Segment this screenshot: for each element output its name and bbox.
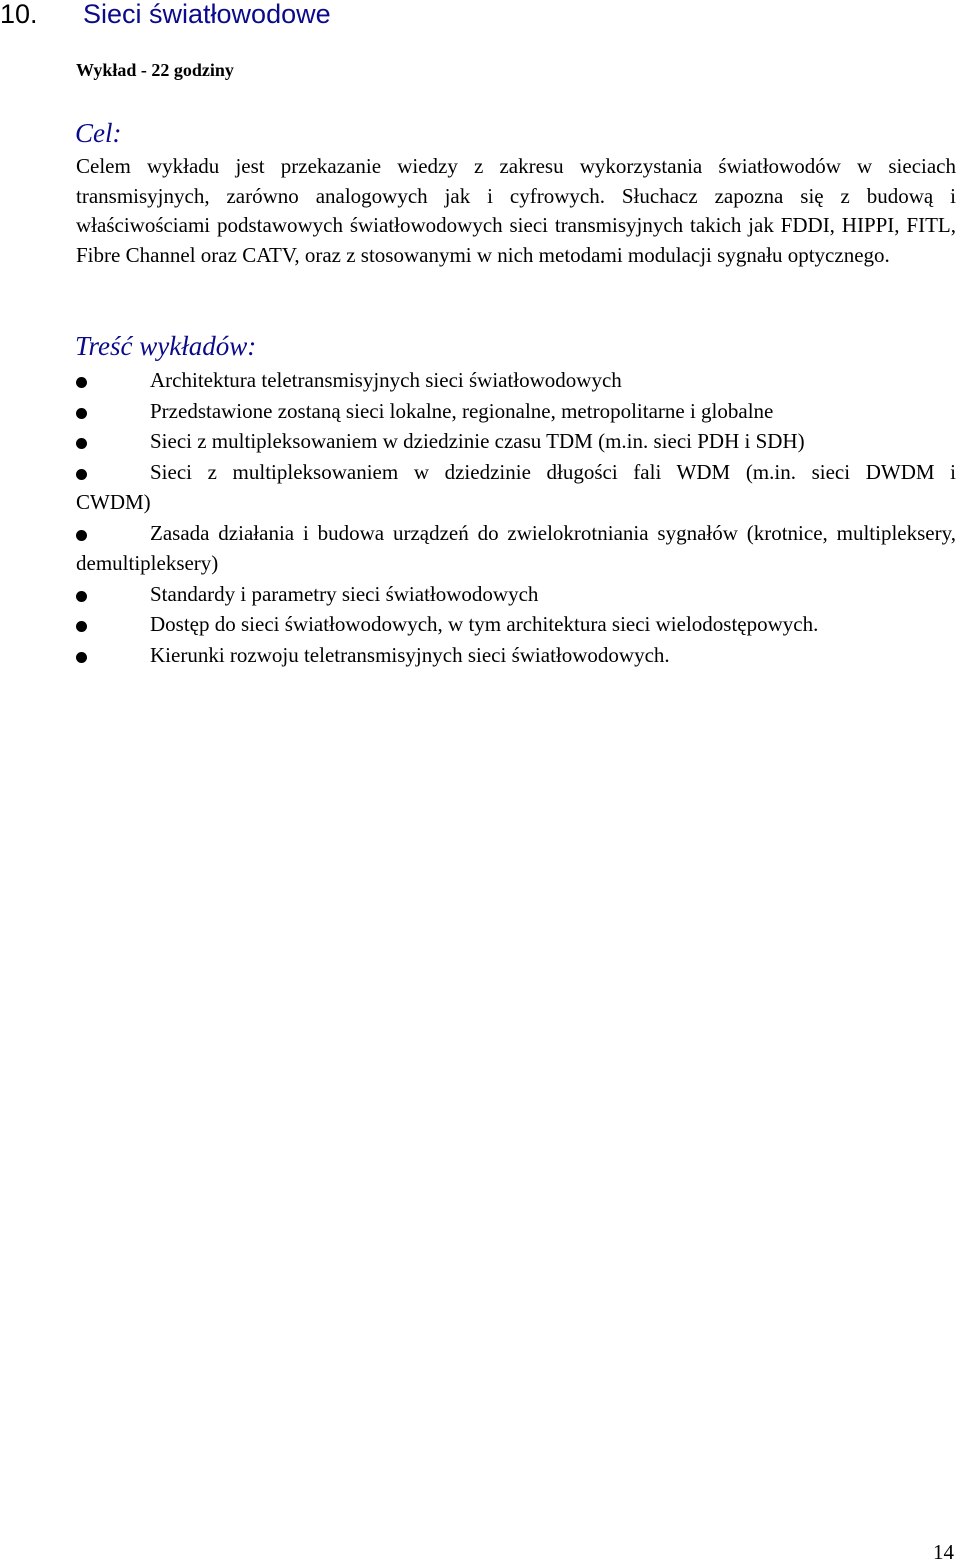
list-item (76, 609, 956, 640)
list-item (76, 518, 956, 579)
topic-list (76, 365, 956, 670)
content-heading: Treść wykładów: (75, 331, 257, 361)
list-item (76, 457, 956, 518)
bullet-icon (76, 438, 87, 449)
list-item (76, 640, 956, 671)
bullet-icon (76, 530, 87, 541)
list-item (76, 426, 956, 457)
chapter-title: Sieci światłowodowe (83, 0, 331, 29)
list-item (76, 579, 956, 610)
lecture-hours-subtitle: Wykład - 22 godziny (76, 60, 234, 80)
bullet-icon (76, 591, 87, 602)
goal-paragraph: Celem wykładu jest przekazanie wiedzy z zakresu wykorzystania światłowodów w sieciach transmisyjnych, zarówno analogowych jak i cyfrowych. Słuchacz zapozna się z budową i właściwościami podstawowych światłowodowych sieci transmisyjnych takich jak FDDI, HIPPI, FITL, Fibre Channel oraz CATV, oraz z stosowanymi w nich metodami modulacji sygnału optycznego. (76, 154, 956, 267)
bullet-icon (76, 377, 87, 388)
list-item (76, 365, 956, 396)
list-item-text: Zasada działania i budowa urządzeń do zwielokrotniania sygnałów (krotnice, multipleksery, demultipleksery) (76, 520, 956, 575)
list-item-text: Architektura teletransmisyjnych sieci światłowodowych (150, 368, 622, 392)
list-item-text: Standardy i parametry sieci światłowodowych (150, 581, 539, 606)
list-item-text: Przedstawione zostaną sieci lokalne, regionalne, metropolitarne i globalne (150, 398, 774, 423)
list-item-text: Sieci z multipleksowaniem w dziedzinie czasu TDM (m.in. sieci PDH i SDH) (150, 429, 805, 453)
goal-heading: Cel: (75, 118, 122, 148)
list-item-text: Dostęp do sieci światłowodowych, w tym architektura sieci wielodostępowych. (150, 612, 819, 636)
chapter-heading (0, 0, 331, 28)
bullet-icon (76, 621, 87, 632)
bullet-icon (76, 408, 87, 419)
chapter-number: 10. (0, 0, 38, 29)
list-item-text: Kierunki rozwoju teletransmisyjnych sieci światłowodowych. (150, 642, 670, 667)
bullet-icon (76, 652, 87, 663)
page-number: 14 (933, 1540, 954, 1564)
list-item-text: Sieci z multipleksowaniem w dziedzinie długości fali WDM (m.in. sieci DWDM i CWDM) (76, 459, 956, 514)
list-item (76, 396, 956, 427)
bullet-icon (76, 469, 87, 480)
